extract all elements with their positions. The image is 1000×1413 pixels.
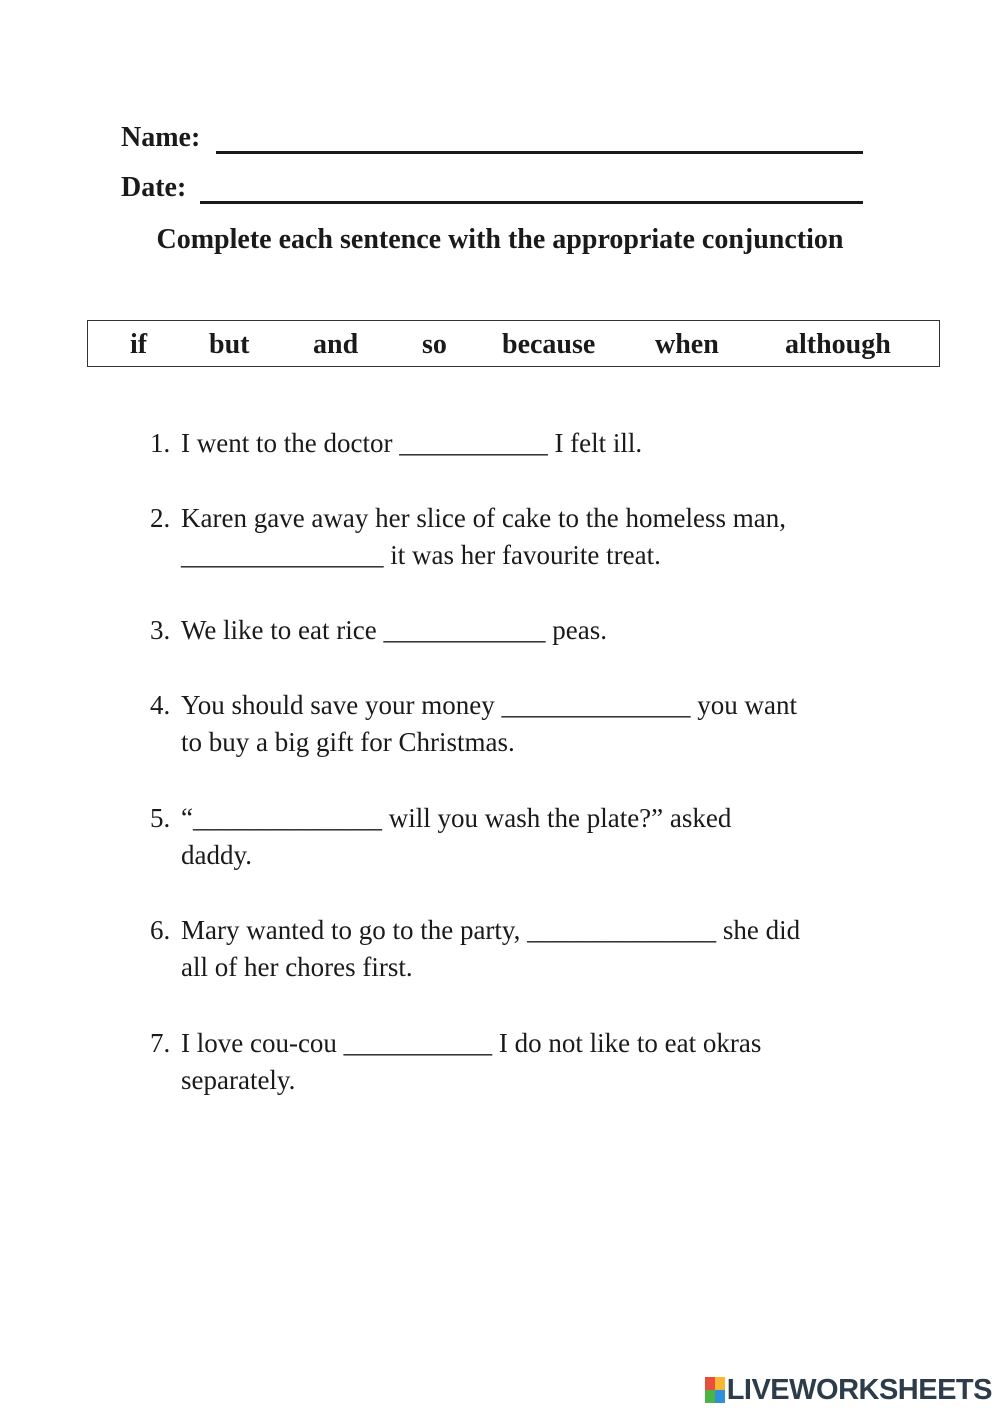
instructions-heading: Complete each sentence with the appropriate conjunction (156, 224, 844, 255)
question-text[interactable]: Karen gave away her slice of cake to the homeless man, _______________ it was her favourite treat. (181, 503, 786, 570)
question-text[interactable]: “______________ will you wash the plate?” asked daddy. (181, 803, 732, 870)
question-number: 5. (150, 803, 171, 833)
word-bank-item-if: if (130, 329, 148, 360)
question-number: 7. (150, 1028, 171, 1058)
name-field[interactable] (216, 151, 863, 154)
question-number: 6. (150, 915, 171, 945)
date-label: Date: (121, 172, 187, 203)
question-number: 4. (150, 690, 171, 720)
liveworksheets-logo-icon (705, 1377, 725, 1403)
word-bank-item-because: because (502, 329, 596, 360)
word-bank (87, 320, 940, 367)
name-label: Name: (121, 122, 201, 153)
watermark-text: LIVEWORKSHEETS (726, 1373, 992, 1406)
date-field[interactable] (200, 201, 863, 204)
question-number: 1. (150, 428, 171, 458)
word-bank-item-so: so (422, 329, 447, 360)
word-bank-item-and: and (313, 329, 359, 360)
question-text[interactable]: I love cou-cou ___________ I do not like to eat okras separately. (181, 1028, 762, 1095)
liveworksheets-watermark (705, 1375, 992, 1405)
question-text[interactable]: You should save your money ______________ you want to buy a big gift for Christmas. (181, 690, 797, 757)
word-bank-item-but: but (209, 329, 250, 360)
question-number: 3. (150, 615, 171, 645)
question-text[interactable]: Mary wanted to go to the party, ______________ she did all of her chores first. (181, 915, 801, 982)
word-bank-item-although: although (785, 329, 891, 360)
question-text[interactable]: We like to eat rice ____________ peas. (181, 615, 607, 645)
word-bank-item-when: when (655, 329, 719, 360)
question-number: 2. (150, 503, 171, 533)
question-text[interactable]: I went to the doctor ___________ I felt ill. (181, 428, 643, 458)
